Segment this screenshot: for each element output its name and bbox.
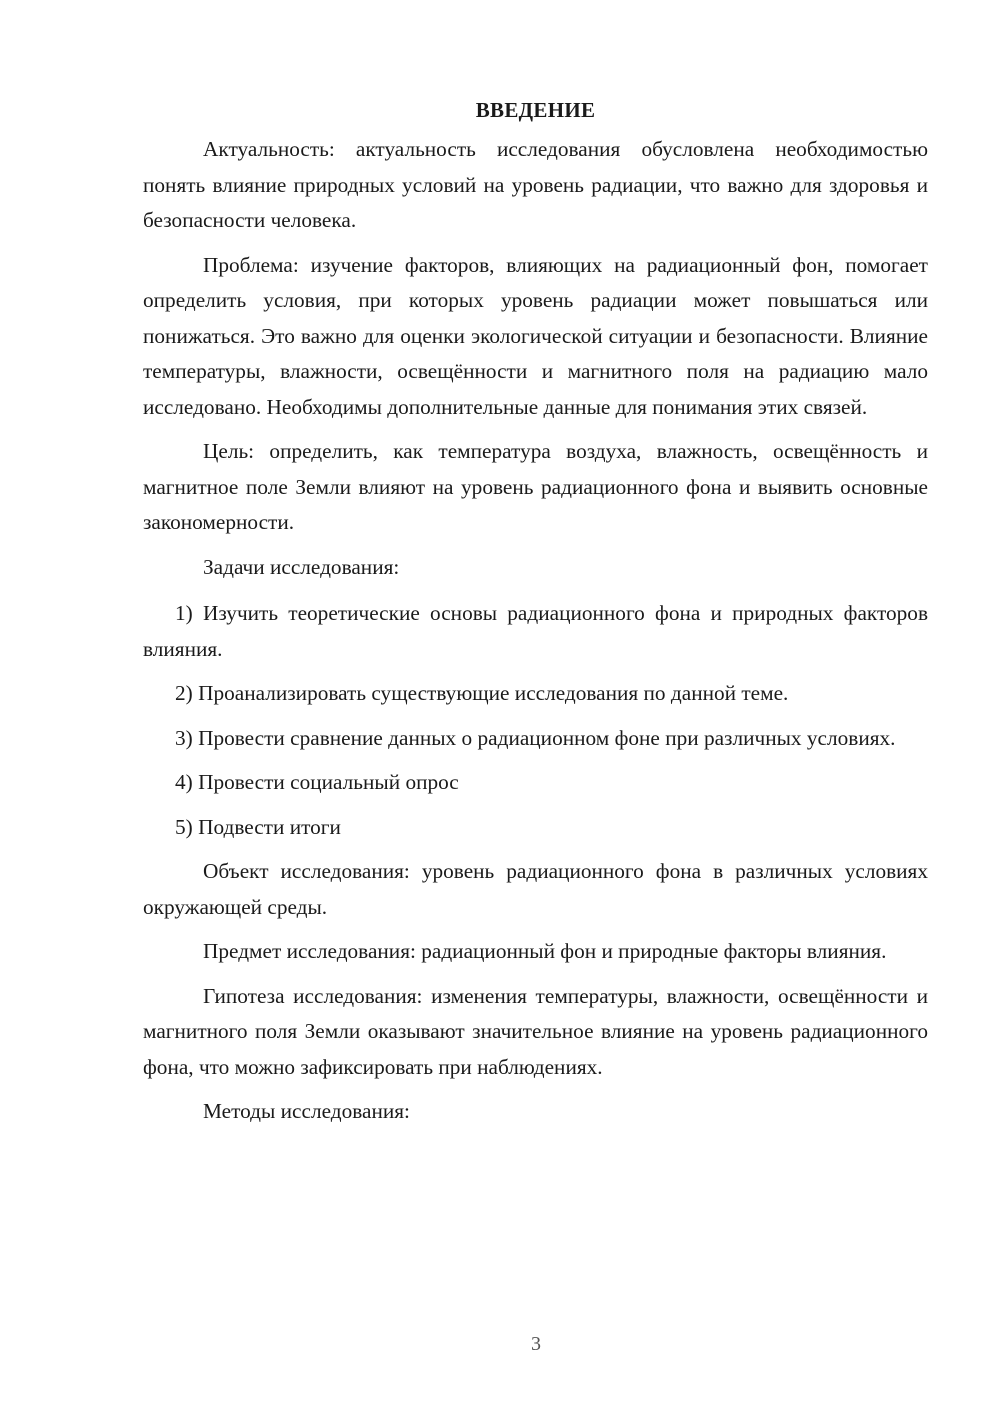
methods-heading: Методы исследования: [203, 1099, 410, 1123]
paragraph-subject: Предмет исследования: радиационный фон и природные факторы влияния. [203, 939, 887, 963]
paragraph-hypothesis: Гипотеза исследования: изменения температуры, влажности, освещённости и магнитного поля Земли оказывают значительное влияние на уровень радиационного фона, что можно зафиксировать при наблюдениях. [143, 983, 928, 1079]
paragraph-problem: Проблема: изучение факторов, влияющих на радиационный фон, помогает определить условия, при которых уровень радиации может повышаться или понижаться. Это важно для оценки экологической ситуации и безопасности. Влияние температуры, влажности, освещённости и магнитного поля на радиацию мало исследовано. Необходимы дополнительные данные для понимания этих связей. [143, 252, 928, 419]
paragraph-object: Объект исследования: уровень радиационного фона в различных условиях окружающей среды. [143, 859, 928, 919]
page-title: ВВЕДЕНИЕ [475, 98, 596, 122]
list-item: 4) Провести социальный опрос [175, 770, 459, 794]
paragraph-relevance: Актуальность: актуальность исследования обусловлена необходимостью понять влияние природных условий на уровень радиации, что важно для здоровья и безопасности человека. [143, 137, 928, 232]
list-item: 2) Проанализировать существующие исследования по данной теме. [175, 681, 789, 705]
tasks-heading: Задачи исследования: [203, 554, 400, 579]
paragraph-goal: Цель: определить, как температура воздуха, влажность, освещённость и магнитное поле Земли влияют на уровень радиационного фона и выявить основные закономерности. [143, 439, 928, 534]
document-page [143, 92, 928, 1141]
list-item: 5) Подвести итоги [175, 814, 341, 839]
list-item: 1) Изучить теоретические основы радиационного фона и природных факторов влияния. [143, 601, 928, 661]
list-item: 3) Провести сравнение данных о радиационном фоне при различных условиях. [175, 725, 896, 750]
page-number: 3 [531, 1333, 541, 1355]
tasks-list [143, 596, 928, 845]
